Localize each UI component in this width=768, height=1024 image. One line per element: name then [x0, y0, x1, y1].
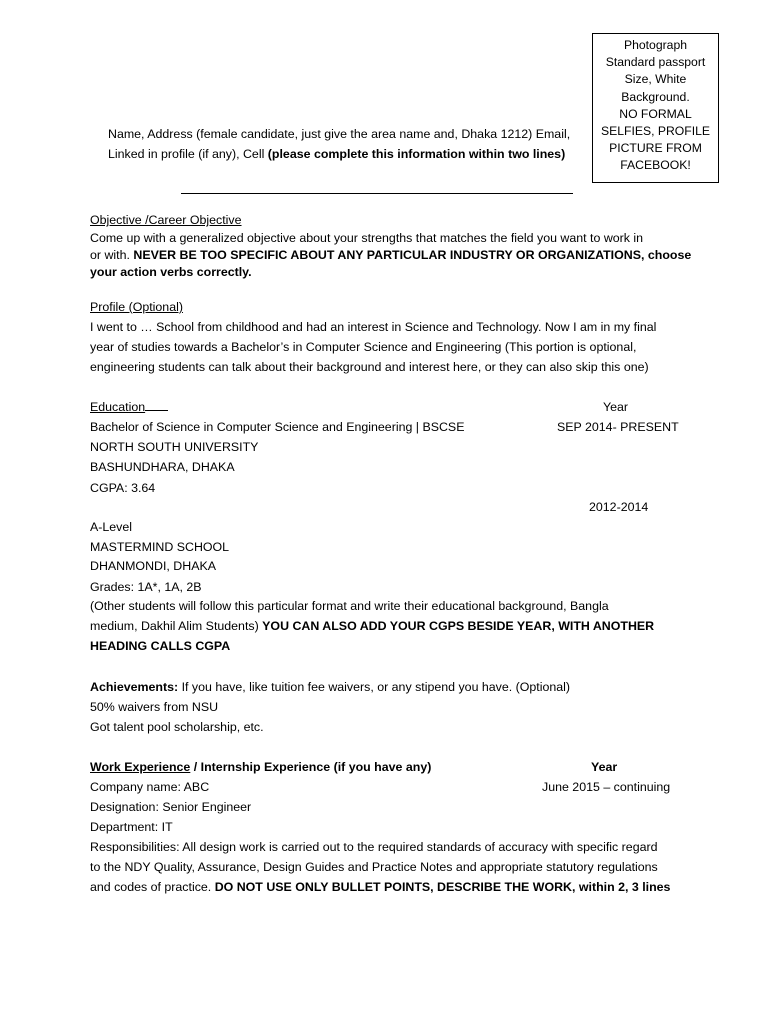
education-university: NORTH SOUTH UNIVERSITY — [90, 440, 259, 454]
achievements-intro: If you have, like tuition fee waivers, or any stipend you have. (Optional) — [181, 680, 571, 694]
objective-line-3-bold: your action verbs correctly. — [90, 265, 252, 279]
achievements-heading: Achievements: — [90, 680, 179, 694]
objective-heading: Objective /Career Objective — [90, 213, 242, 227]
work-responsibilities-line-3 — [90, 878, 670, 898]
education-heading-row — [90, 398, 168, 418]
photo-box-line: Standard passport — [605, 55, 706, 70]
education-year-heading: Year — [603, 400, 629, 414]
header-line-2 — [108, 145, 565, 165]
education-degree-years: SEP 2014- PRESENT — [557, 420, 679, 434]
header-instruction: (please complete this information within two lines) — [267, 147, 566, 161]
header-line-1: Name, Address (female candidate, just give the area name and, Dhaka 1212) Email, — [108, 127, 571, 141]
header-contact-text: Linked in profile (if any), Cell — [108, 147, 265, 161]
objective-line-2-text: or with. — [90, 248, 130, 262]
education-note-line-3-bold: HEADING CALLS CGPA — [90, 639, 231, 653]
education-heading: Education — [90, 400, 146, 414]
education-alevel: A-Level — [90, 520, 133, 534]
education-heading-underline — [145, 398, 168, 411]
achievements-row — [90, 678, 570, 698]
education-note-line-2-text: medium, Dakhil Alim Students) — [90, 619, 259, 633]
work-company: Company name: ABC — [90, 780, 210, 794]
work-department: Department: IT — [90, 820, 173, 834]
work-heading: Work Experience — [90, 760, 191, 774]
profile-line-2: year of studies towards a Bachelor’s in Computer Science and Engineering (This portion is optional, — [90, 340, 637, 354]
photo-box-line: Size, White — [624, 72, 687, 87]
photo-box-line: NO FORMAL — [619, 106, 692, 121]
education-note-line-2 — [90, 617, 654, 637]
education-note-line-3 — [90, 637, 230, 657]
header-divider — [181, 193, 573, 194]
objective-line-1: Come up with a generalized objective about your strengths that matches the field you want to work in — [90, 231, 644, 245]
achievement-item: 50% waivers from NSU — [90, 700, 219, 714]
education-university-location: BASHUNDHARA, DHAKA — [90, 460, 235, 474]
education-note-line-2-bold: YOU CAN ALSO ADD YOUR CGPS BESIDE YEAR, WITH ANOTHER — [262, 619, 655, 633]
education-note-line-1: (Other students will follow this particular format and write their educational background, Bangla — [90, 599, 609, 613]
education-school: MASTERMIND SCHOOL — [90, 540, 230, 554]
photo-box-line: FACEBOOK! — [620, 158, 691, 173]
education-alevel-years: 2012-2014 — [589, 500, 649, 514]
education-grades: Grades: 1A*, 1A, 2B — [90, 580, 202, 594]
photo-placeholder-box — [592, 33, 719, 183]
work-responsibilities-line-3-bold: DO NOT USE ONLY BULLET POINTS, DESCRIBE THE WORK, within 2, 3 lines — [214, 880, 671, 894]
work-years: June 2015 – continuing — [542, 780, 671, 794]
profile-line-3: engineering students can talk about their background and interest here, or they can also skip this one) — [90, 360, 649, 374]
photo-box-line: PICTURE FROM — [609, 141, 702, 156]
work-responsibilities-line-2: to the NDY Quality, Assurance, Design Guides and Practice Notes and appropriate statutory regulations — [90, 860, 658, 874]
education-school-location: DHANMONDI, DHAKA — [90, 559, 216, 573]
education-cgpa: CGPA: 3.64 — [90, 481, 156, 495]
objective-line-2-bold: NEVER BE TOO SPECIFIC ABOUT ANY PARTICULAR INDUSTRY OR ORGANIZATIONS, choose — [133, 248, 692, 262]
work-responsibilities-line-3-text: and codes of practice. — [90, 880, 212, 894]
work-heading-rest: / Internship Experience (if you have any) — [193, 760, 432, 774]
photo-box-line: Background. — [621, 89, 690, 104]
work-year-heading-wrap — [591, 758, 617, 778]
photo-box-line: Photograph — [623, 38, 688, 52]
objective-line-3 — [90, 263, 252, 283]
work-responsibilities-line-1: Responsibilities: All design work is carried out to the required standards of accuracy with specific regard — [90, 840, 658, 854]
work-heading-row — [90, 758, 431, 778]
work-designation: Designation: Senior Engineer — [90, 800, 252, 814]
profile-line-1: I went to … School from childhood and had an interest in Science and Technology. Now I am in my final — [90, 320, 657, 334]
education-degree: Bachelor of Science in Computer Science and Engineering | BSCSE — [90, 420, 465, 434]
achievement-item: Got talent pool scholarship, etc. — [90, 720, 264, 734]
work-year-heading: Year — [591, 760, 618, 774]
profile-heading: Profile (Optional) — [90, 300, 183, 314]
photo-box-line: SELFIES, PROFILE — [600, 124, 711, 139]
